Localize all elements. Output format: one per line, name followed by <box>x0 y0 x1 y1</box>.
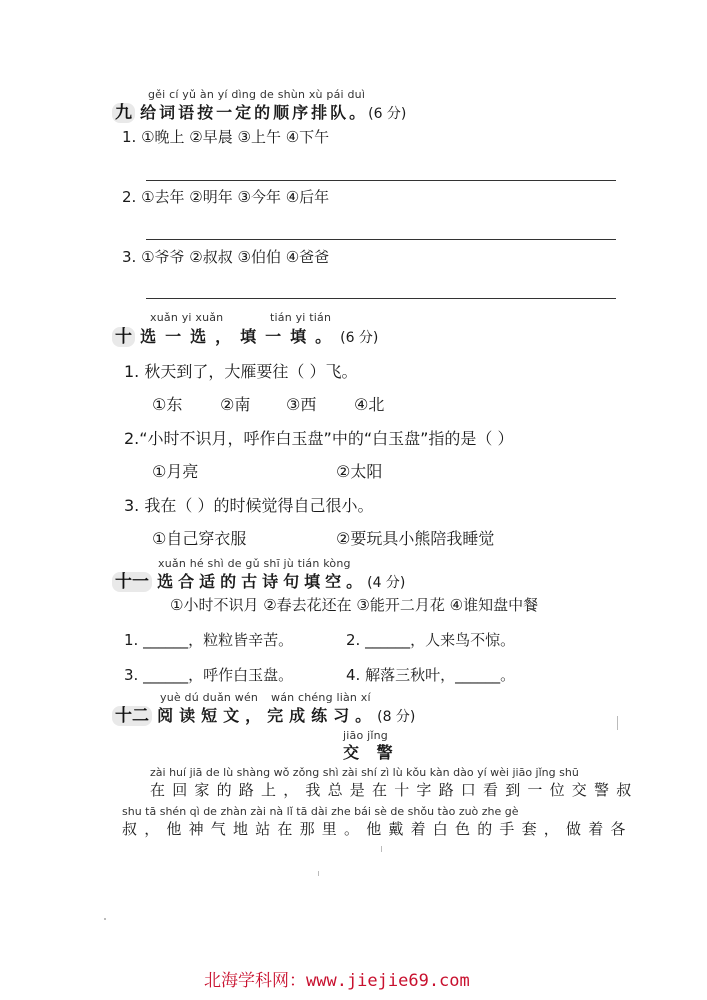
footer-url[interactable]: www.jiejie69.com <box>306 971 470 991</box>
s10-q2-opt-1: ①月亮 <box>152 462 199 481</box>
s10-points: (6 分) <box>340 330 379 346</box>
story-line-2: 叔，他神气地站在那里。他戴着白色的手套，做着各 <box>122 820 633 838</box>
s12-number: 十二 <box>112 706 152 726</box>
s12-points: (8 分) <box>377 709 416 725</box>
s12-title: 阅读短文，完成练习。 <box>157 706 378 725</box>
s10-q1-opt-2: ②南 <box>220 395 251 414</box>
s12-pinyin-2: wán chéng liàn xí <box>271 691 371 704</box>
s10-q2: 2.“小时不识月，呼作白玉盘”中的“白玉盘”指的是（ ） <box>124 429 514 448</box>
s10-q3-opt-1: ①自己穿衣服 <box>152 529 247 548</box>
s9-answer-line-2[interactable] <box>146 239 616 240</box>
scan-speck <box>381 846 382 852</box>
footer-site-name: 北海学科网： <box>204 971 306 991</box>
story-title: 交 警 <box>343 743 399 762</box>
s10-q1-opt-3: ③西 <box>286 395 317 414</box>
s11-fill-2: 2. ______，人来鸟不惊。 <box>346 631 516 649</box>
footer <box>204 966 470 991</box>
s10-q2-opt-2: ②太阳 <box>336 462 383 481</box>
s11-header <box>112 569 405 593</box>
story-line-2-pinyin: shu tā shén qì de zhàn zài nà lǐ tā dài zhe bái sè de shǒu tào zuò zhe gè <box>122 805 519 818</box>
s10-q3: 3. 我在（ ）的时候觉得自己很小。 <box>124 496 374 515</box>
s11-fill-4: 4. 解落三秋叶，______。 <box>346 666 516 684</box>
scan-speck <box>617 716 618 730</box>
s10-pinyin-2: tián yi tián <box>270 311 332 324</box>
s10-q1-opt-4: ④北 <box>354 395 385 414</box>
s10-q1-opt-1: ①东 <box>152 395 183 414</box>
s12-header <box>112 703 415 727</box>
s9-answer-line-1[interactable] <box>146 180 616 181</box>
s11-points: (4 分) <box>367 575 406 591</box>
s11-title: 选合适的古诗句填空。 <box>157 572 368 591</box>
scan-speck <box>104 918 106 920</box>
s11-pinyin: xuǎn hé shì de gǔ shī jù tián kòng <box>158 557 351 570</box>
story-title-pinyin: jiāo jǐng <box>343 729 388 742</box>
s9-number: 九 <box>112 103 135 123</box>
story-line-1: 在回家的路上，我总是在十字路口看到一位交警叔 <box>150 781 639 799</box>
s10-header <box>112 324 378 348</box>
s10-q3-opt-2: ②要玩具小熊陪我睡觉 <box>336 529 495 548</box>
s11-options: ①小时不识月 ②春去花还在 ③能开二月花 ④谁知盘中餐 <box>170 596 539 614</box>
s11-number: 十一 <box>112 572 152 592</box>
s9-answer-line-3[interactable] <box>146 298 616 299</box>
story-line-1-pinyin: zài huí jiā de lù shàng wǒ zǒng shì zài shí zì lù kǒu kàn dào yí wèi jiāo jǐng shū <box>150 766 579 779</box>
s9-points: (6 分) <box>368 106 407 122</box>
s10-title: 选一选，填一填。 <box>140 327 341 346</box>
s12-pinyin-1: yuè dú duǎn wén <box>160 691 259 704</box>
s9-title: 给词语按一定的顺序排队。 <box>140 103 369 122</box>
s10-pinyin-1: xuǎn yi xuǎn <box>150 311 224 324</box>
s10-number: 十 <box>112 327 135 347</box>
s9-q3: 3. ①爷爷 ②叔叔 ③伯伯 ④爸爸 <box>122 248 330 266</box>
s9-q2: 2. ①去年 ②明年 ③今年 ④后年 <box>122 188 330 206</box>
s10-q1: 1. 秋天到了，大雁要往（ ）飞。 <box>124 362 358 381</box>
s11-fill-3: 3. ______，呼作白玉盘。 <box>124 666 294 684</box>
s11-fill-1: 1. ______，粒粒皆辛苦。 <box>124 631 294 649</box>
scan-speck <box>318 871 319 876</box>
s9-pinyin: gěi cí yǔ àn yí dìng de shùn xù pái duì <box>148 88 366 101</box>
s9-header <box>112 100 406 124</box>
s9-q1: 1. ①晚上 ②早晨 ③上午 ④下午 <box>122 128 330 146</box>
